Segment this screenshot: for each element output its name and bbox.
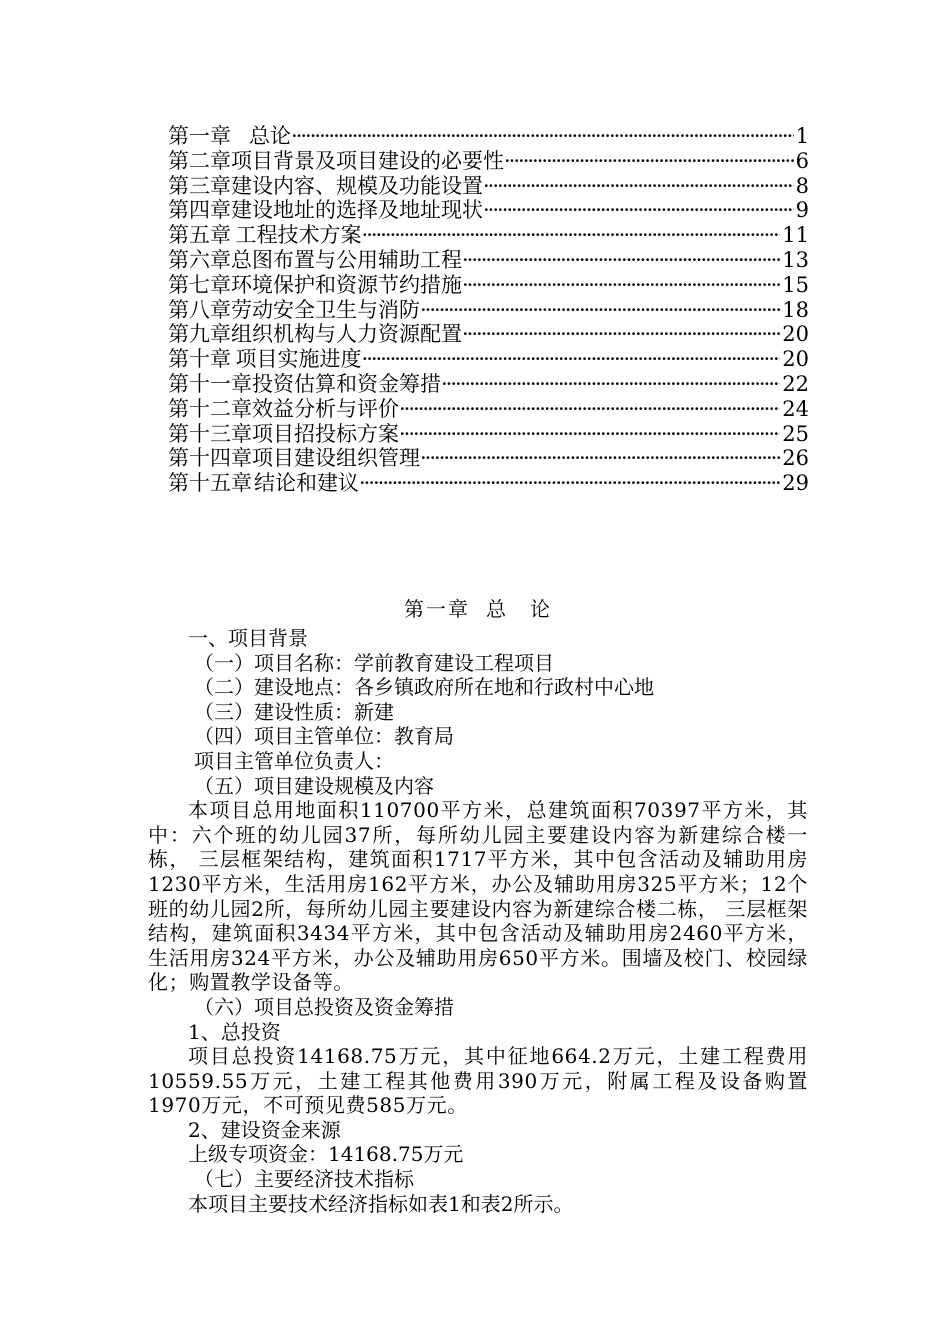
funding-source-value: 上级专项资金：14168.75万元 xyxy=(188,1142,464,1167)
toc-page-number: 6 xyxy=(795,148,809,173)
toc-page-number: 15 xyxy=(782,272,809,297)
toc-chapter-number: 第六章 xyxy=(168,247,231,272)
toc-page-number: 13 xyxy=(782,247,809,272)
toc-entry[interactable] xyxy=(168,397,809,422)
item-authority-head: 项目主管单位负责人： xyxy=(194,748,394,773)
toc-chapter-title: 环境保护和资源节约措施 xyxy=(231,272,462,297)
item-nature: （三）建设性质：新建 xyxy=(194,699,394,724)
toc-entry[interactable] xyxy=(168,372,809,397)
toc-leader-dots xyxy=(462,248,780,273)
toc-chapter-number: 第三章 xyxy=(168,173,231,198)
toc-page-number: 20 xyxy=(782,322,809,347)
toc-page-number: 24 xyxy=(782,396,809,421)
toc-chapter-number: 第二章 xyxy=(168,148,231,173)
toc-chapter-title: 建设内容、规模及功能设置 xyxy=(231,173,483,198)
item-project-name: （一）项目名称：学前教育建设工程项目 xyxy=(194,650,554,675)
toc-leader-dots xyxy=(441,372,780,397)
toc-entry[interactable] xyxy=(168,124,809,149)
toc-page-number: 8 xyxy=(795,173,809,198)
toc-chapter-title: 总图布置与公用辅助工程 xyxy=(231,247,462,272)
toc-chapter-number: 第九章 xyxy=(168,322,231,347)
toc-chapter-number: 第七章 xyxy=(168,272,231,297)
chapter-heading-title: 总 论 xyxy=(486,597,552,621)
toc-chapter-number: 第八章 xyxy=(168,297,231,322)
item-authority: （四）项目主管单位：教育局 xyxy=(194,724,454,749)
toc-chapter-number: 第十三章 xyxy=(168,421,252,446)
toc-chapter-title: 建设地址的选择及地址现状 xyxy=(231,198,483,223)
toc-entry[interactable] xyxy=(168,174,809,199)
subsection-total-investment: 1、总投资 xyxy=(188,1019,281,1044)
paragraph-investment: 项目总投资14168.75万元，其中征地664.2万元，土建工程费用10559.55万元，土建工程其他费用390万元，附属工程及设备购置1970万元，不可预见费585万元。 xyxy=(148,1044,808,1118)
toc-leader-dots xyxy=(483,174,794,199)
toc-chapter-number: 第四章 xyxy=(168,198,231,223)
toc-leader-dots xyxy=(420,446,780,471)
toc-leader-dots xyxy=(362,223,781,248)
toc-chapter-number: 第十四章 xyxy=(168,446,252,471)
toc-entry[interactable] xyxy=(168,471,809,496)
toc-entry[interactable] xyxy=(168,273,809,298)
toc-page-number: 9 xyxy=(795,198,809,223)
toc-chapter-number: 第十一章 xyxy=(168,371,252,396)
toc-chapter-title: 项目实施进度 xyxy=(235,347,362,372)
toc-chapter-title: 结论和建议 xyxy=(253,471,359,496)
toc-chapter-number: 第一章 xyxy=(168,124,231,148)
toc-leader-dots xyxy=(362,347,781,372)
toc-chapter-number: 第十二章 xyxy=(168,396,252,421)
toc-entry[interactable] xyxy=(168,198,809,223)
toc-page-number: 1 xyxy=(795,124,809,148)
table-of-contents xyxy=(168,124,809,496)
toc-chapter-title: 总论 xyxy=(249,124,292,148)
toc-page-number: 20 xyxy=(782,347,809,372)
subsection-funding-source: 2、建设资金来源 xyxy=(188,1117,341,1142)
toc-leader-dots xyxy=(462,273,780,298)
toc-leader-dots xyxy=(462,322,780,347)
toc-entry[interactable] xyxy=(168,223,809,248)
indicators-note: 本项目主要技术经济指标如表1和表2所示。 xyxy=(188,1191,574,1216)
chapter-one-body xyxy=(148,592,808,1216)
toc-leader-dots xyxy=(399,397,780,422)
toc-chapter-title: 项目背景及项目建设的必要性 xyxy=(231,148,504,173)
toc-chapter-number: 第十五章 xyxy=(168,471,252,496)
toc-chapter-title: 组织机构与人力资源配置 xyxy=(231,322,462,347)
item-location: （二）建设地点：各乡镇政府所在地和行政村中心地 xyxy=(194,675,654,700)
section-title: 一、项目背景 xyxy=(188,626,308,650)
toc-chapter-title: 劳动安全卫生与消防 xyxy=(231,297,420,322)
toc-page-number: 18 xyxy=(782,297,809,322)
paragraph-scale: 本项目总用地面积110700平方米，总建筑面积70397平方米，其中：六个班的幼儿园37所，每所幼儿园主要建设内容为新建综合楼一栋， 三层框架结构，建筑面积1717平方米，其中包含活动及辅助用房1230平方米，生活用房162平方米，办公及辅助用房325平方米；12个班的幼儿园2所，每所幼儿园主要建设内容为新建综合楼二栋， 三层框架结构，建筑面积3434平方米，其中包含活动及辅助用房2460平方米，生活用房324平方米，办公及辅助用房650平方米。围墙及校门、校园绿化；购置教学设备等。 xyxy=(148,798,808,995)
toc-entry[interactable] xyxy=(168,322,809,347)
item-scale-title: （五）项目建设规模及内容 xyxy=(194,773,434,798)
toc-entry[interactable] xyxy=(168,446,809,471)
toc-page-number: 29 xyxy=(782,471,809,496)
toc-chapter-number: 第五章 xyxy=(168,223,231,248)
toc-leader-dots xyxy=(359,471,780,496)
toc-entry[interactable] xyxy=(168,248,809,273)
toc-chapter-title: 项目招投标方案 xyxy=(252,421,399,446)
toc-page-number: 11 xyxy=(782,223,809,248)
toc-leader-dots xyxy=(483,198,794,223)
toc-chapter-title: 项目建设组织管理 xyxy=(252,446,420,471)
toc-page-number: 22 xyxy=(782,371,809,396)
toc-entry[interactable] xyxy=(168,298,809,323)
toc-page-number: 26 xyxy=(782,446,809,471)
toc-leader-dots xyxy=(291,124,794,149)
toc-leader-dots xyxy=(504,149,794,174)
toc-chapter-number: 第十章 xyxy=(168,347,231,372)
toc-chapter-title: 工程技术方案 xyxy=(235,223,362,248)
toc-leader-dots xyxy=(399,422,780,447)
toc-leader-dots xyxy=(420,298,780,323)
item-indicators-title: （七）主要经济技术指标 xyxy=(194,1167,414,1192)
toc-chapter-title: 投资估算和资金筹措 xyxy=(252,371,441,396)
chapter-heading-number: 第一章 xyxy=(404,597,470,621)
toc-entry[interactable] xyxy=(168,149,809,174)
toc-entry[interactable] xyxy=(168,347,809,372)
toc-page-number: 25 xyxy=(782,421,809,446)
toc-chapter-title: 效益分析与评价 xyxy=(252,396,399,421)
item-investment-title: （六）项目总投资及资金筹措 xyxy=(194,994,454,1019)
chapter-heading xyxy=(148,592,808,626)
toc-entry[interactable] xyxy=(168,422,809,447)
